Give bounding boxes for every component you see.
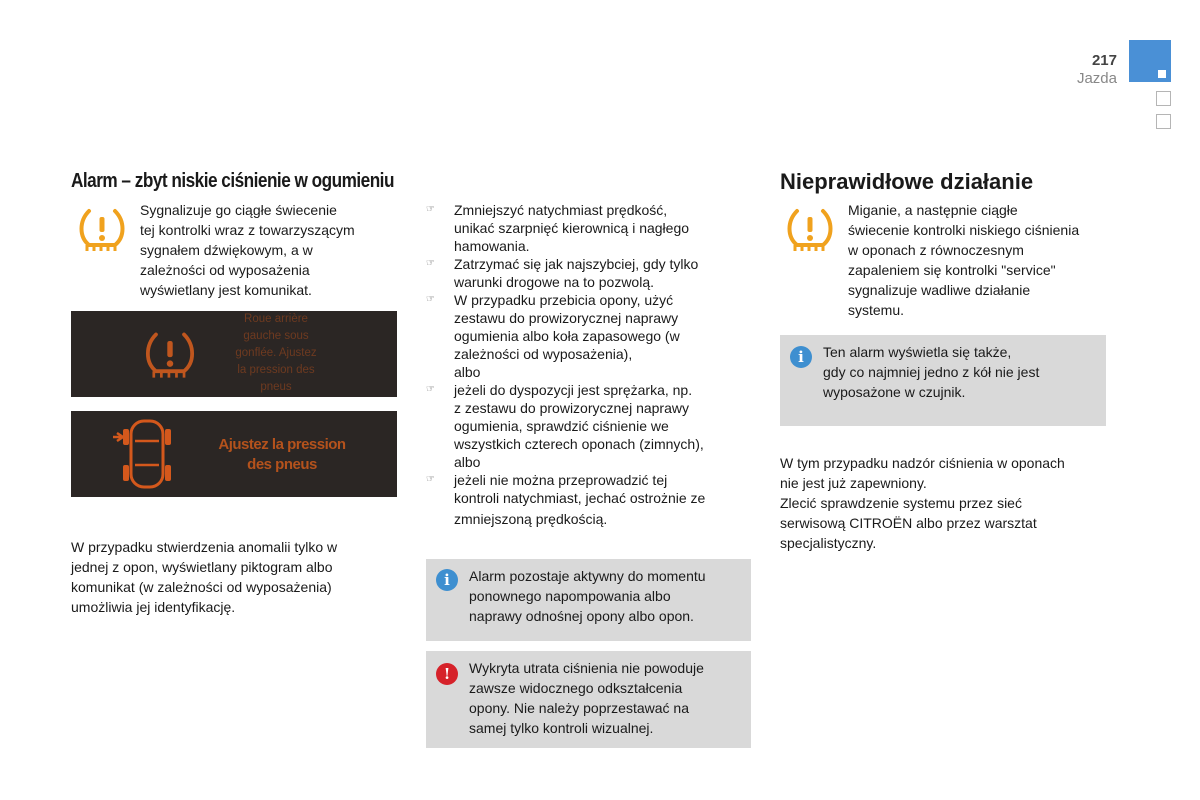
text-line: unikać szarpnięć kierownicą i nagłego	[454, 220, 690, 236]
chapter-tab-active[interactable]	[1129, 40, 1171, 82]
text-line: w oponach z równoczesnym	[848, 242, 1024, 258]
text-line: gdy co najmniej jedno z kół nie jest	[823, 364, 1040, 380]
action-list	[426, 201, 746, 528]
text-line: warunki drogowe na to pozwolą.	[454, 274, 655, 290]
anomaly-paragraph	[71, 537, 401, 617]
malfunction-intro	[848, 200, 1118, 320]
text-line: serwisową CITROËN albo przez warsztat	[780, 515, 1037, 531]
text-line: des pneus	[247, 456, 317, 473]
malfunction-paragraph	[780, 453, 1110, 553]
text-line: gauche sous	[243, 330, 309, 342]
text-line: jeżeli do dyspozycji jest sprężarka, np.	[454, 382, 693, 398]
text-line: gonflée. Ajustez	[235, 347, 317, 359]
text-line: zapaleniem się kontrolki "service"	[848, 262, 1056, 278]
text-line: ogumienia albo koła zapasowego (w	[454, 328, 680, 344]
text-line: komunikat (w zależności od wyposażenia)	[71, 579, 332, 595]
info-note	[426, 559, 751, 641]
car-top-view-icon	[107, 415, 181, 493]
text-line: sygnalizuje wadliwe działanie	[848, 282, 1031, 298]
tyre-pressure-warning-icon	[785, 207, 835, 253]
section-heading-alarm: Alarm – zbyt niskie ciśnienie w ogumieniu	[71, 170, 394, 192]
chapter-tab[interactable]	[1156, 91, 1171, 106]
chapter-title: Jazda	[1076, 70, 1117, 87]
text-line: zawsze widocznego odkształcenia	[469, 680, 683, 696]
text-line: Miganie, a następnie ciągłe	[848, 202, 1018, 218]
text-line: naprawy odnośnej opony albo opon.	[469, 608, 694, 624]
text-line: umożliwia jej identyfikację.	[71, 599, 236, 615]
text-line: opony. Nie należy poprzestawać na	[469, 700, 689, 716]
section-heading-malfunction: Nieprawidłowe działanie	[780, 169, 1034, 194]
info-note-text	[469, 566, 747, 626]
text-line: albo	[454, 454, 481, 470]
pointer-icon: ☞	[426, 204, 435, 215]
display-message-text	[197, 435, 367, 475]
text-line: wyposażone w czujnik.	[823, 384, 966, 400]
text-line: W przypadku przebicia opony, użyć	[454, 292, 674, 308]
tab-dot	[1158, 70, 1166, 78]
text-line: zależności od wyposażenia),	[454, 346, 633, 362]
text-line: Ajustez la pression	[218, 436, 346, 453]
text-line: Alarm pozostaje aktywny do momentu	[469, 568, 706, 584]
alert-glyph: !	[443, 665, 451, 683]
text-line: systemu.	[848, 302, 905, 318]
text-line: tej kontrolki wraz z towarzyszącym	[140, 222, 355, 238]
info-glyph: i	[444, 571, 450, 589]
text-line: świecenie kontrolki niskiego ciśnienia	[848, 222, 1080, 238]
list-item	[426, 381, 746, 471]
text-line: samej tylko kontroli wizualnej.	[469, 720, 654, 736]
dashboard-display-message	[71, 311, 397, 397]
pointer-icon: ☞	[426, 474, 435, 485]
text-line: nie jest już zapewniony.	[780, 475, 927, 491]
pointer-icon: ☞	[426, 294, 435, 305]
info-icon	[436, 569, 458, 591]
info-glyph: i	[798, 348, 804, 366]
text-line: albo	[454, 364, 481, 380]
text-line: sygnałem dźwiękowym, a w	[140, 242, 313, 258]
text-line: Wykryta utrata ciśnienia nie powoduje	[469, 660, 704, 676]
text-line: zestawu do prowizorycznej naprawy	[454, 310, 679, 326]
pointer-icon: ☞	[426, 258, 435, 269]
list-item	[426, 291, 746, 381]
text-line: zmniejszoną prędkością.	[454, 511, 608, 527]
tyre-pressure-warning-icon	[77, 207, 127, 253]
pointer-icon: ☞	[426, 384, 435, 395]
text-line: z zestawu do prowizorycznej naprawy	[454, 400, 689, 416]
text-line: ponownego napompowania albo	[469, 588, 671, 604]
tyre-pressure-warning-icon	[143, 329, 197, 381]
text-line: zależności od wyposażenia	[140, 262, 310, 278]
text-line: hamowania.	[454, 238, 530, 254]
alarm-intro	[140, 200, 400, 300]
text-line: W przypadku stwierdzenia anomalii tylko w	[71, 539, 338, 555]
text-line: Sygnalizuje go ciągłe świecenie	[140, 202, 337, 218]
text-line: jeżeli nie można przeprowadzić tej	[454, 472, 668, 488]
text-line: kontroli natychmiast, jechać ostrożnie ze	[454, 490, 706, 506]
info-note-text	[823, 342, 1101, 402]
list-item	[426, 471, 746, 528]
display-message-text	[211, 311, 341, 396]
text-line: Zatrzymać się jak najszybciej, gdy tylko	[454, 256, 699, 272]
text-line: pneus	[260, 381, 292, 393]
text-line: la pression des	[237, 364, 315, 376]
chapter-tab[interactable]	[1156, 114, 1171, 129]
text-line: Roue arrière	[244, 313, 308, 325]
dashboard-display-car	[71, 411, 397, 497]
info-note	[780, 335, 1106, 426]
text-line: Ten alarm wyświetla się także,	[823, 344, 1012, 360]
list-item	[426, 201, 746, 255]
page-number: 217	[1091, 52, 1117, 69]
alert-icon	[436, 663, 458, 685]
text-line: Zlecić sprawdzenie systemu przez sieć	[780, 495, 1022, 511]
text-line: wyświetlany jest komunikat.	[140, 282, 312, 298]
alert-note-text	[469, 658, 747, 738]
list-item	[426, 255, 746, 291]
text-line: specjalistyczny.	[780, 535, 877, 551]
text-line: wszystkich czterech oponach (zimnych),	[454, 436, 704, 452]
text-line: ogumienia, sprawdzić ciśnienie we	[454, 418, 669, 434]
alert-note	[426, 651, 751, 748]
info-icon	[790, 346, 812, 368]
text-line: jednej z opon, wyświetlany piktogram albo	[71, 559, 333, 575]
text-line: W tym przypadku nadzór ciśnienia w oponach	[780, 455, 1065, 471]
text-line: Zmniejszyć natychmiast prędkość,	[454, 202, 668, 218]
